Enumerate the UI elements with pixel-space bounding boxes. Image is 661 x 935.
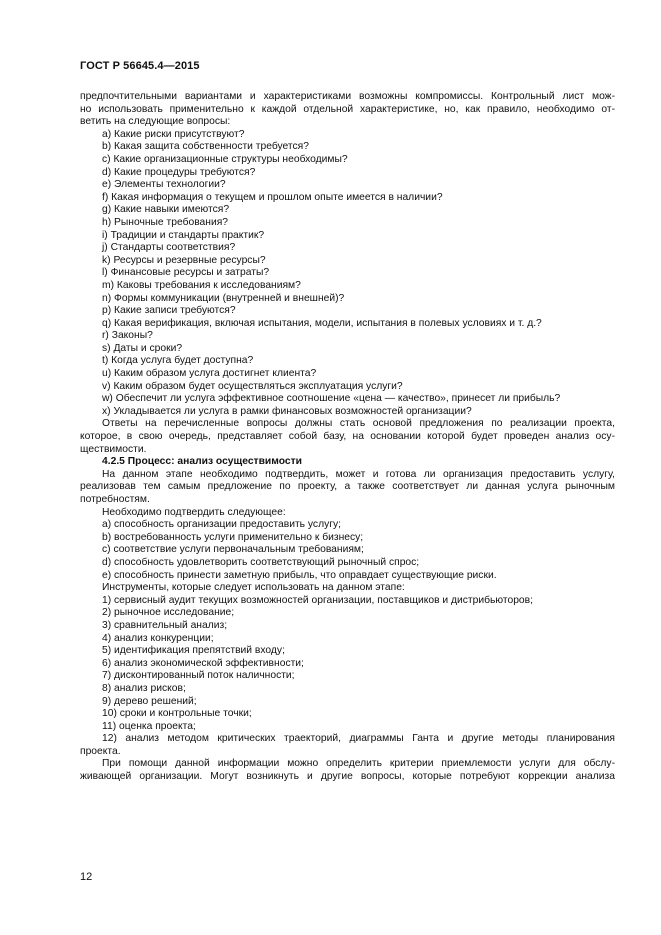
- tool-item: 1) сервисный аудит текущих возможностей организации, поставщиков и дистрибьюторов;: [102, 594, 533, 606]
- paragraph-line: ветить на следующие вопросы:: [80, 116, 231, 128]
- paragraph-line: реализовав тем самым предложение по проекту, а также соответствует ли данная услуга рыночным: [80, 481, 615, 493]
- question-item: m) Каковы требования к исследованиям?: [102, 279, 301, 291]
- tool-item: 9) дерево решений;: [102, 695, 197, 707]
- question-item: q) Какая верификация, включая испытания, модели, испытания в полевых условиях и т. д.?: [102, 317, 542, 329]
- confirm-item: c) соответствие услуги первоначальным требованиям;: [102, 544, 364, 556]
- paragraph-line: потребностям.: [80, 494, 150, 505]
- question-item: s) Даты и сроки?: [102, 342, 183, 354]
- paragraph-line: ществимости.: [80, 443, 147, 455]
- paragraph-line: При помощи данной информации можно определить критерии приемлемости услуги для обслу-: [102, 758, 615, 770]
- tool-item: 10) сроки и контрольные точки;: [102, 708, 252, 720]
- question-item: b) Какая защита собственности требуется?: [102, 141, 309, 153]
- question-item: e) Элементы технологии?: [102, 179, 226, 191]
- question-item: j) Стандарты соответствия?: [102, 242, 236, 254]
- confirm-item: e) способность принести заметную прибыль, что оправдает существующие риски.: [102, 569, 497, 581]
- question-item: d) Какие процедуры требуются?: [102, 166, 256, 178]
- question-item: h) Рыночные требования?: [102, 216, 229, 228]
- question-item: v) Каким образом будет осуществляться эксплуатация услуги?: [102, 380, 403, 392]
- tool-item: 6) анализ экономической эффективности;: [102, 657, 304, 669]
- question-item: r) Законы?: [102, 330, 153, 342]
- question-item: l) Финансовые ресурсы и затраты?: [102, 267, 270, 279]
- tool-item: 2) рыночное исследование;: [102, 607, 235, 619]
- paragraph-line: На данном этапе необходимо подтвердить, может и готова ли организация предоставить услугу,: [102, 468, 615, 480]
- tool-item: 12) анализ методом критических траекторий, диаграммы Ганта и другие методы планирования: [102, 733, 615, 745]
- question-item: g) Какие навыки имеются?: [102, 204, 230, 216]
- page-number: 12: [80, 871, 93, 883]
- confirm-item: a) способность организации предоставить услугу;: [102, 519, 341, 531]
- paragraph-line: предпочтительными вариантами и характеристиками возможны компромиссы. Контрольный лист мож-: [80, 91, 615, 102]
- question-item: n) Формы коммуникации (внутренней и внешней)?: [102, 292, 345, 304]
- tool-item: 3) сравнительный анализ;: [102, 619, 228, 631]
- page-content: [80, 91, 615, 784]
- confirm-item: d) способность удовлетворить соответствующий рыночный спрос;: [102, 556, 420, 568]
- paragraph-line: но использовать применительно к каждой отдельной характеристике, но, как правило, необходимо от-: [80, 103, 615, 115]
- question-item: w) Обеспечит ли услуга эффективное соотношение «цена — качество», принесет ли прибыль?: [102, 393, 561, 405]
- tool-item: 11) оценка проекта;: [102, 720, 196, 732]
- question-item: p) Какие записи требуются?: [102, 305, 236, 317]
- tool-item: 8) анализ рисков;: [102, 682, 186, 694]
- paragraph-line: Ответы на перечисленные вопросы должны стать основой предложения по реализации проекта,: [102, 418, 615, 430]
- question-item: f) Какая информация о текущем и прошлом опыте имеется в наличии?: [102, 191, 443, 203]
- tool-item: 5) идентификация препятствий входу;: [102, 645, 285, 657]
- section-heading: 4.2.5 Процесс: анализ осуществимости: [102, 456, 302, 468]
- question-item: u) Каким образом услуга достигнет клиента?: [102, 368, 317, 380]
- tool-item: 4) анализ конкуренции;: [102, 632, 214, 644]
- question-item: t) Когда услуга будет доступна?: [102, 355, 254, 367]
- question-item: i) Традиции и стандарты практик?: [102, 229, 265, 241]
- tools-intro: Инструменты, которые следует использовать на данном этапе:: [102, 582, 405, 594]
- tool-item-continuation: проекта.: [80, 745, 121, 757]
- question-item: a) Какие риски присутствуют?: [102, 128, 245, 140]
- paragraph-line: которое, в свою очередь, представляет собой базу, на основании которой будет проведен анализ осу-: [80, 431, 615, 443]
- question-item: c) Какие организационные структуры необходимы?: [102, 153, 348, 165]
- question-item: x) Укладывается ли услуга в рамки финансовых возможностей организации?: [102, 405, 472, 417]
- tool-item: 7) дисконтированный поток наличности;: [102, 670, 295, 682]
- document-header: ГОСТ Р 56645.4—2015: [80, 60, 200, 72]
- paragraph-line: живающей организации. Могут возникнуть и другие вопросы, которые потребуют коррекции анализа: [80, 771, 615, 783]
- confirm-item: b) востребованность услуги применительно к бизнесу;: [102, 531, 364, 543]
- confirm-intro: Необходимо подтвердить следующее:: [102, 506, 286, 518]
- question-item: k) Ресурсы и резервные ресурсы?: [102, 254, 266, 266]
